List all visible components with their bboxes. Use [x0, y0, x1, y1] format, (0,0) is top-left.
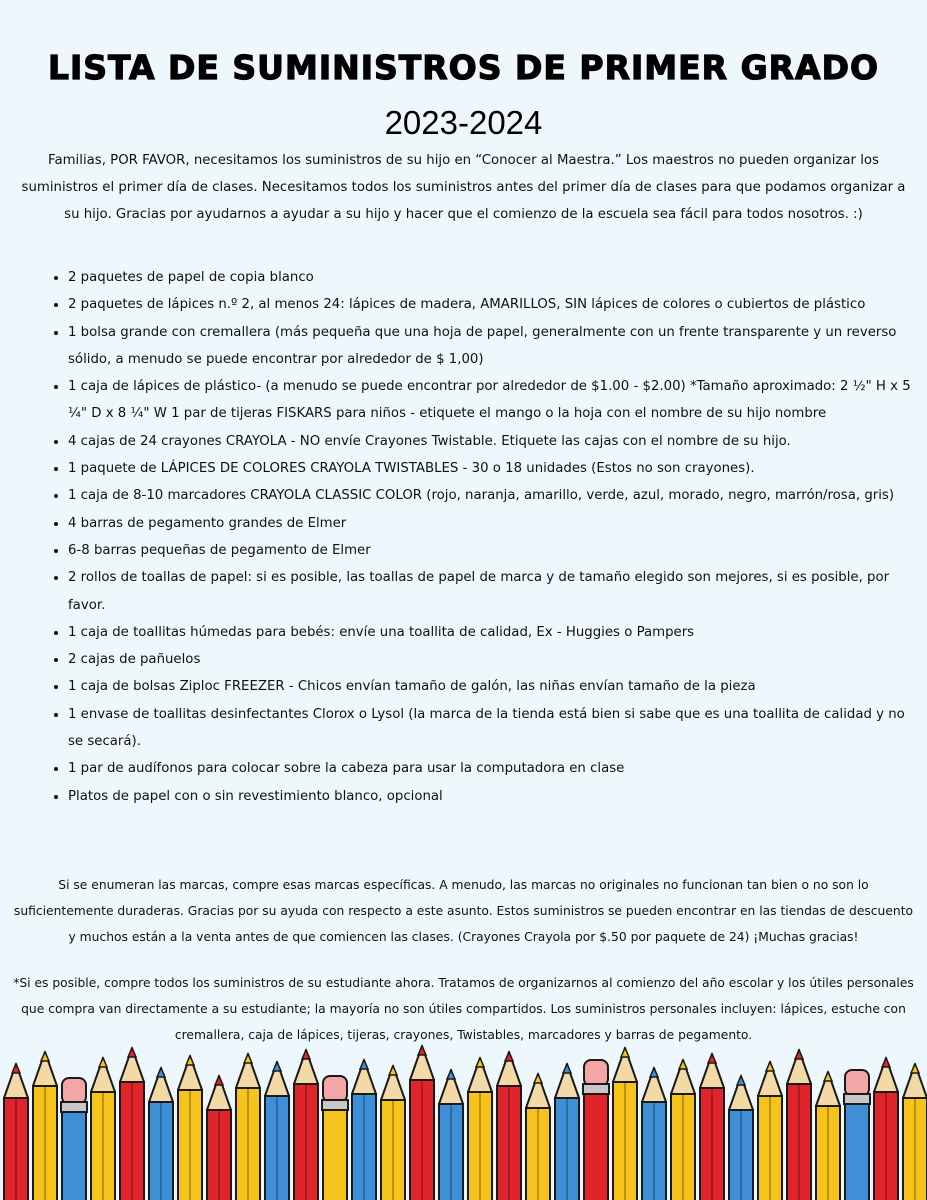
- pencil-lead-icon: [563, 1064, 571, 1073]
- pencil-icon: [845, 1104, 869, 1200]
- pencil-icon: [323, 1110, 347, 1200]
- list-item: • 1 caja de 8-10 marcadores CRAYOLA CLASSIC COLOR (rojo, naranja, amarillo, verde, azul, morado, negro, marrón/rosa, gris): [68, 482, 918, 509]
- list-item: • 1 bolsa grande con cremallera (más pequeña que una hoja de papel, generalmente con un frente transparente y un reverso sólido, a menudo se puede encontrar por alrededor de $ 1,00): [68, 319, 918, 374]
- pencil-lead-icon: [476, 1058, 484, 1067]
- pencil-lead-icon: [244, 1054, 252, 1063]
- pencil-lead-icon: [708, 1054, 716, 1063]
- list-item: • 2 rollos de toallas de papel: si es posible, las toallas de papel de marca y de tamaño elegido son mejores, si es posible, por favor.: [68, 564, 918, 619]
- list-item: • 2 paquetes de lápices n.º 2, al menos 24: lápices de madera, AMARILLOS, SIN lápices de colores o cubiertos de plástico: [68, 291, 918, 318]
- pencil-lead-icon: [621, 1048, 629, 1057]
- pencil-lead-icon: [186, 1056, 194, 1065]
- ferrule-icon: [844, 1094, 870, 1104]
- pencil-lead-icon: [824, 1072, 832, 1081]
- pencil-lead-icon: [505, 1052, 513, 1061]
- list-item: • 1 caja de bolsas Ziploc FREEZER - Chicos envían tamaño de galón, las niñas envían tamaño de la pieza: [68, 673, 918, 700]
- pencil-lead-icon: [215, 1076, 223, 1085]
- pencil-lead-icon: [273, 1062, 281, 1071]
- list-item: • 2 cajas de pañuelos: [68, 646, 918, 673]
- eraser-icon: [323, 1076, 347, 1102]
- pencil-lead-icon: [911, 1064, 919, 1073]
- pencil-lead-icon: [41, 1052, 49, 1061]
- list-item: • 1 envase de toallitas desinfectantes Clorox o Lysol (la marca de la tienda está bien si sabe que es una toallita de calidad y no se secará).: [68, 701, 918, 756]
- list-item: • 6-8 barras pequeñas de pegamento de Elmer: [68, 537, 918, 564]
- pencil-lead-icon: [795, 1050, 803, 1059]
- pencil-lead-icon: [534, 1074, 542, 1083]
- pencil-lead-icon: [99, 1058, 107, 1067]
- eraser-icon: [845, 1070, 869, 1096]
- pencil-lead-icon: [389, 1066, 397, 1075]
- list-item: • 1 caja de toallitas húmedas para bebés: envíe una toallita de calidad, Ex - Huggies o Pampers: [68, 619, 918, 646]
- pencil-lead-icon: [679, 1060, 687, 1069]
- list-item: • 4 cajas de 24 crayones CRAYOLA - NO envíe Crayones Twistable. Etiquete las cajas con el nombre de su hijo.: [68, 428, 918, 455]
- list-item: • Platos de papel con o sin revestimiento blanco, opcional: [68, 783, 918, 810]
- pencil-icon: [62, 1112, 86, 1200]
- pencil-lead-icon: [12, 1064, 20, 1073]
- pencil-icon: [584, 1094, 608, 1200]
- pencil-lead-icon: [128, 1048, 136, 1057]
- supply-list: [48, 264, 918, 810]
- pencil-lead-icon: [766, 1062, 774, 1071]
- list-item: • 1 par de audífonos para colocar sobre la cabeza para usar la computadora en clase: [68, 755, 918, 782]
- list-item: • 2 paquetes de papel de copia blanco: [68, 264, 918, 291]
- pencil-lead-icon: [650, 1068, 658, 1077]
- list-item: • 1 paquete de LÁPICES DE COLORES CRAYOLA TWISTABLES - 30 o 18 unidades (Estos no son crayones).: [68, 455, 918, 482]
- list-item: • 4 barras de pegamento grandes de Elmer: [68, 510, 918, 537]
- ferrule-icon: [61, 1102, 87, 1112]
- eraser-icon: [62, 1078, 86, 1104]
- pencil-lead-icon: [157, 1068, 165, 1077]
- pencil-lead-icon: [302, 1050, 310, 1059]
- pencil-lead-icon: [737, 1076, 745, 1085]
- ferrule-icon: [322, 1100, 348, 1110]
- pencil-border-icon: [0, 1042, 927, 1200]
- closing-notes: [12, 872, 915, 1068]
- list-item: • 1 caja de lápices de plástico- (a menudo se puede encontrar por alrededor de $1.00 - $2.00) *Tamaño aproximado: 2 ½" H x 5 ¼" D x 8 ¼" W 1 par de tijeras FISKARS para niños - etiquete el mango o la hoja con el nombre de su hijo nombre: [68, 373, 918, 428]
- ferrule-icon: [583, 1084, 609, 1094]
- pencil-lead-icon: [360, 1060, 368, 1069]
- pencil-lead-icon: [447, 1070, 455, 1079]
- intro-paragraph: Familias, POR FAVOR, necesitamos los suministros de su hijo en “Conocer al Maestra.” Los maestros no pueden organizar los suministros el primer día de clases. Necesitamos todos los suministros antes del primer día de clases para que podamos organizar a su hijo. Gracias por ayudarnos a ayudar a su hijo y hacer que el comienzo de la escuela sea fácil para todos nosotros. :): [21, 153, 906, 222]
- page-title: LISTA DE SUMINISTROS DE PRIMER GRADO: [47, 48, 880, 87]
- pencil-lead-icon: [882, 1058, 890, 1067]
- brands-note: Si se enumeran las marcas, compre esas marcas específicas. A menudo, las marcas no originales no funcionan tan bien o no son lo suficientemente duraderas. Gracias por su ayuda con respecto a este asunto. Estos suministros se pueden encontrar en las tiendas de descuento y muchos están a la venta antes de que comiencen las clases. (Crayones Crayola por $.50 por paquete de 24) ¡Muchas gracias!: [13, 878, 914, 944]
- personal-supplies-note: *Si es posible, compre todos los suministros de su estudiante ahora. Tratamos de organizarnos al comienzo del año escolar y los útiles personales que compra van directamente a su estudiante; la mayoría no son útiles compartidos. Los suministros personales incluyen: lápices, estuche con cremallera, caja de lápices, tijeras, crayones, Twistables, marcadores y barras de pegamento.: [13, 976, 914, 1042]
- pencil-lead-icon: [418, 1046, 426, 1055]
- school-year: 2023-2024: [384, 104, 543, 141]
- eraser-icon: [584, 1060, 608, 1086]
